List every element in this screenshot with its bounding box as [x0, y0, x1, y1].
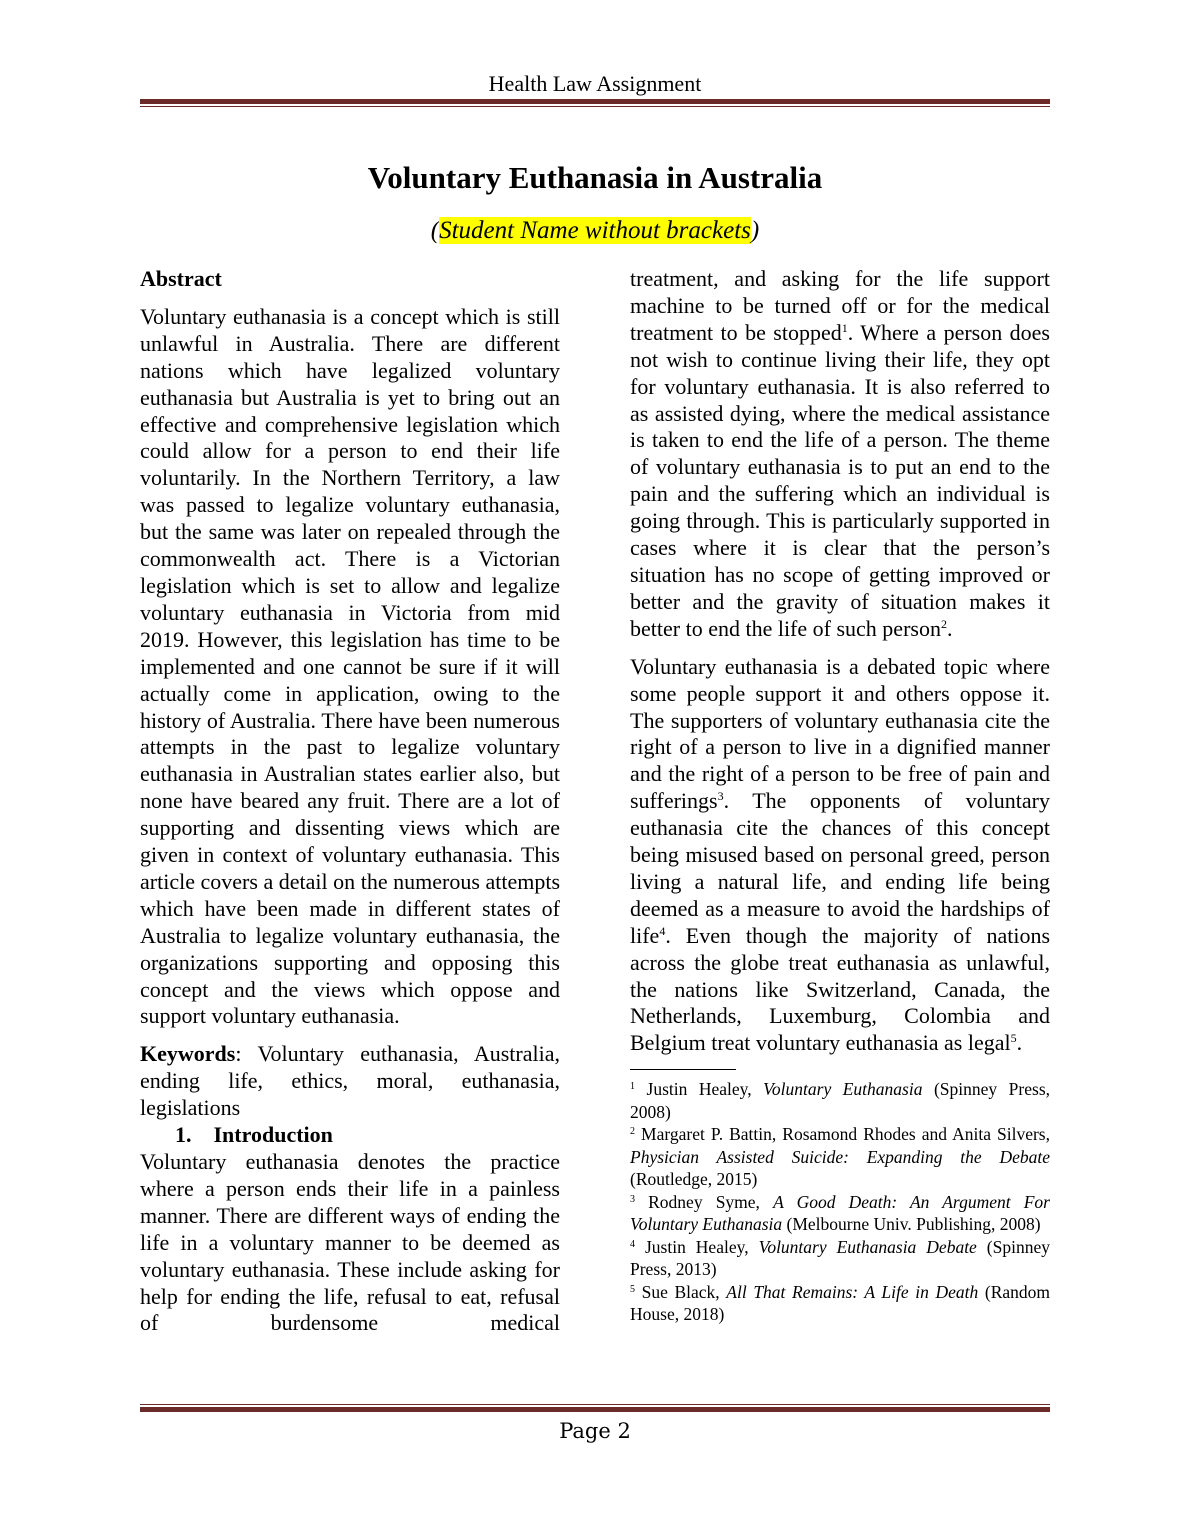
footer-rule [140, 1404, 1050, 1412]
footnote-ref-3[interactable]: 3 [717, 789, 724, 804]
footnote-separator [630, 1069, 736, 1070]
abstract-paragraph: Voluntary euthanasia is a concept which is still unlawful in Australia. There are different nations which have legalized voluntary euthanasia but Australia is yet to bring out an effective and comprehensive legislation which could allow for a person to end their life voluntarily. In the Northern Territory, a law was passed to legalize voluntary euthanasia, but the same was later on repealed through the commonwealth act. There is a Victorian legislation which is set to allow and legalize voluntary euthanasia in Victoria from mid 2019. However, this legislation has time to be implemented and one cannot be sure if it will actually come in application, owing to the history of Australia. There have been numerous attempts in the past to legalize voluntary euthanasia in Australian states earlier also, but none have beared any fruit. There are a lot of supporting and dissenting views which are given in context of voluntary euthanasia. This article covers a detail on the numerous attempts which have been made in different states of Australia to legalize voluntary euthanasia, the organizations supporting and opposing this concept and the views which oppose and support voluntary euthanasia. [140, 303, 560, 1029]
page-number: Page 2 [559, 1419, 631, 1443]
footnotes [630, 1078, 1050, 1326]
introduction-paragraph-2: Voluntary euthanasia is a debated topic where some people support it and others oppose it. The supporters of voluntary euthanasia cite the right of a person to live in a dignified manner and the right of a person to be free of pain and sufferings$^3$. The opponents of voluntary euthanasia cite the chances of this concept being misused based on personal greed, person living a natural life, and ending life being deemed as a measure to avoid the hardships of life$^4$. Even though the majority of nations across the globe treat euthanasia as unlawful, the nations like Switzerland, Canada, the Netherlands, Luxemburg, Colombia and Belgium treat voluntary euthanasia as legal$^5$. [630, 653, 1050, 1056]
author-line: (Student Name without brackets) [430, 217, 760, 244]
introduction-heading: 1. Introduction [175, 1122, 333, 1148]
footnote: $^4$ Justin Healey, Voluntary Euthanasia Debate (Spinney Press, 2013) [630, 1236, 1050, 1280]
abstract-heading: Abstract [140, 266, 222, 291]
document-title: Voluntary Euthanasia in Australia [367, 160, 823, 195]
footnote: $^5$ Sue Black, All That Remains: A Life in Death (Random House, 2018) [630, 1281, 1050, 1325]
footnote-ref-4[interactable]: 4 [659, 923, 666, 938]
right-column [630, 266, 1050, 1326]
keywords-paragraph [140, 1041, 560, 1122]
footnote-ref-2[interactable]: 2 [940, 616, 947, 631]
footnote: $^2$ Margaret P. Battin, Rosamond Rhodes and Anita Silvers, Physician Assisted Suicide: Expanding the Debate (Routledge, 2015) [630, 1124, 1050, 1190]
student-name-placeholder: Student Name without brackets [439, 217, 751, 244]
footnote: $^3$ Rodney Syme, A Good Death: An Argument For Voluntary Euthanasia (Melbourne Univ. Publishing, 2008) [630, 1191, 1050, 1235]
introduction-paragraph-start: Voluntary euthanasia denotes the practice where a person ends their life in a painless manner. There are different ways of ending the life in a voluntary manner to be deemed as voluntary euthanasia. These include asking for help for ending the life, refusal to eat, refusal of burdensome medical [140, 1149, 560, 1336]
footnote-ref-1[interactable]: 1 [841, 320, 848, 335]
introduction-paragraph-continued: treatment, and asking for the life support machine to be turned off or for the medical treatment to be stopped$^1$. Where a person does not wish to continue living their life, they opt for voluntary euthanasia. It is also referred to as assisted dying, where the medical assistance is taken to end the life of a person. The theme of voluntary euthanasia is to put an end to the pain and the suffering which an individual is going through. This is particularly supported in cases where it is clear that the person’s situation has no scope of getting improved or better and the gravity of situation makes it better to end the life of such person$^2$. [630, 266, 1050, 641]
header-rule [140, 99, 1050, 107]
footnote-ref-5[interactable]: 5 [1010, 1031, 1017, 1046]
keywords-text: : Voluntary euthanasia, Australia, ending life, ethics, moral, euthanasia, legislations [140, 1041, 560, 1121]
left-column [140, 266, 560, 1337]
keywords-label: Keywords [140, 1041, 236, 1067]
footnote: $^1$ Justin Healey, Voluntary Euthanasia (Spinney Press, 2008) [630, 1079, 1051, 1122]
page-header: Health Law Assignment [488, 71, 702, 96]
